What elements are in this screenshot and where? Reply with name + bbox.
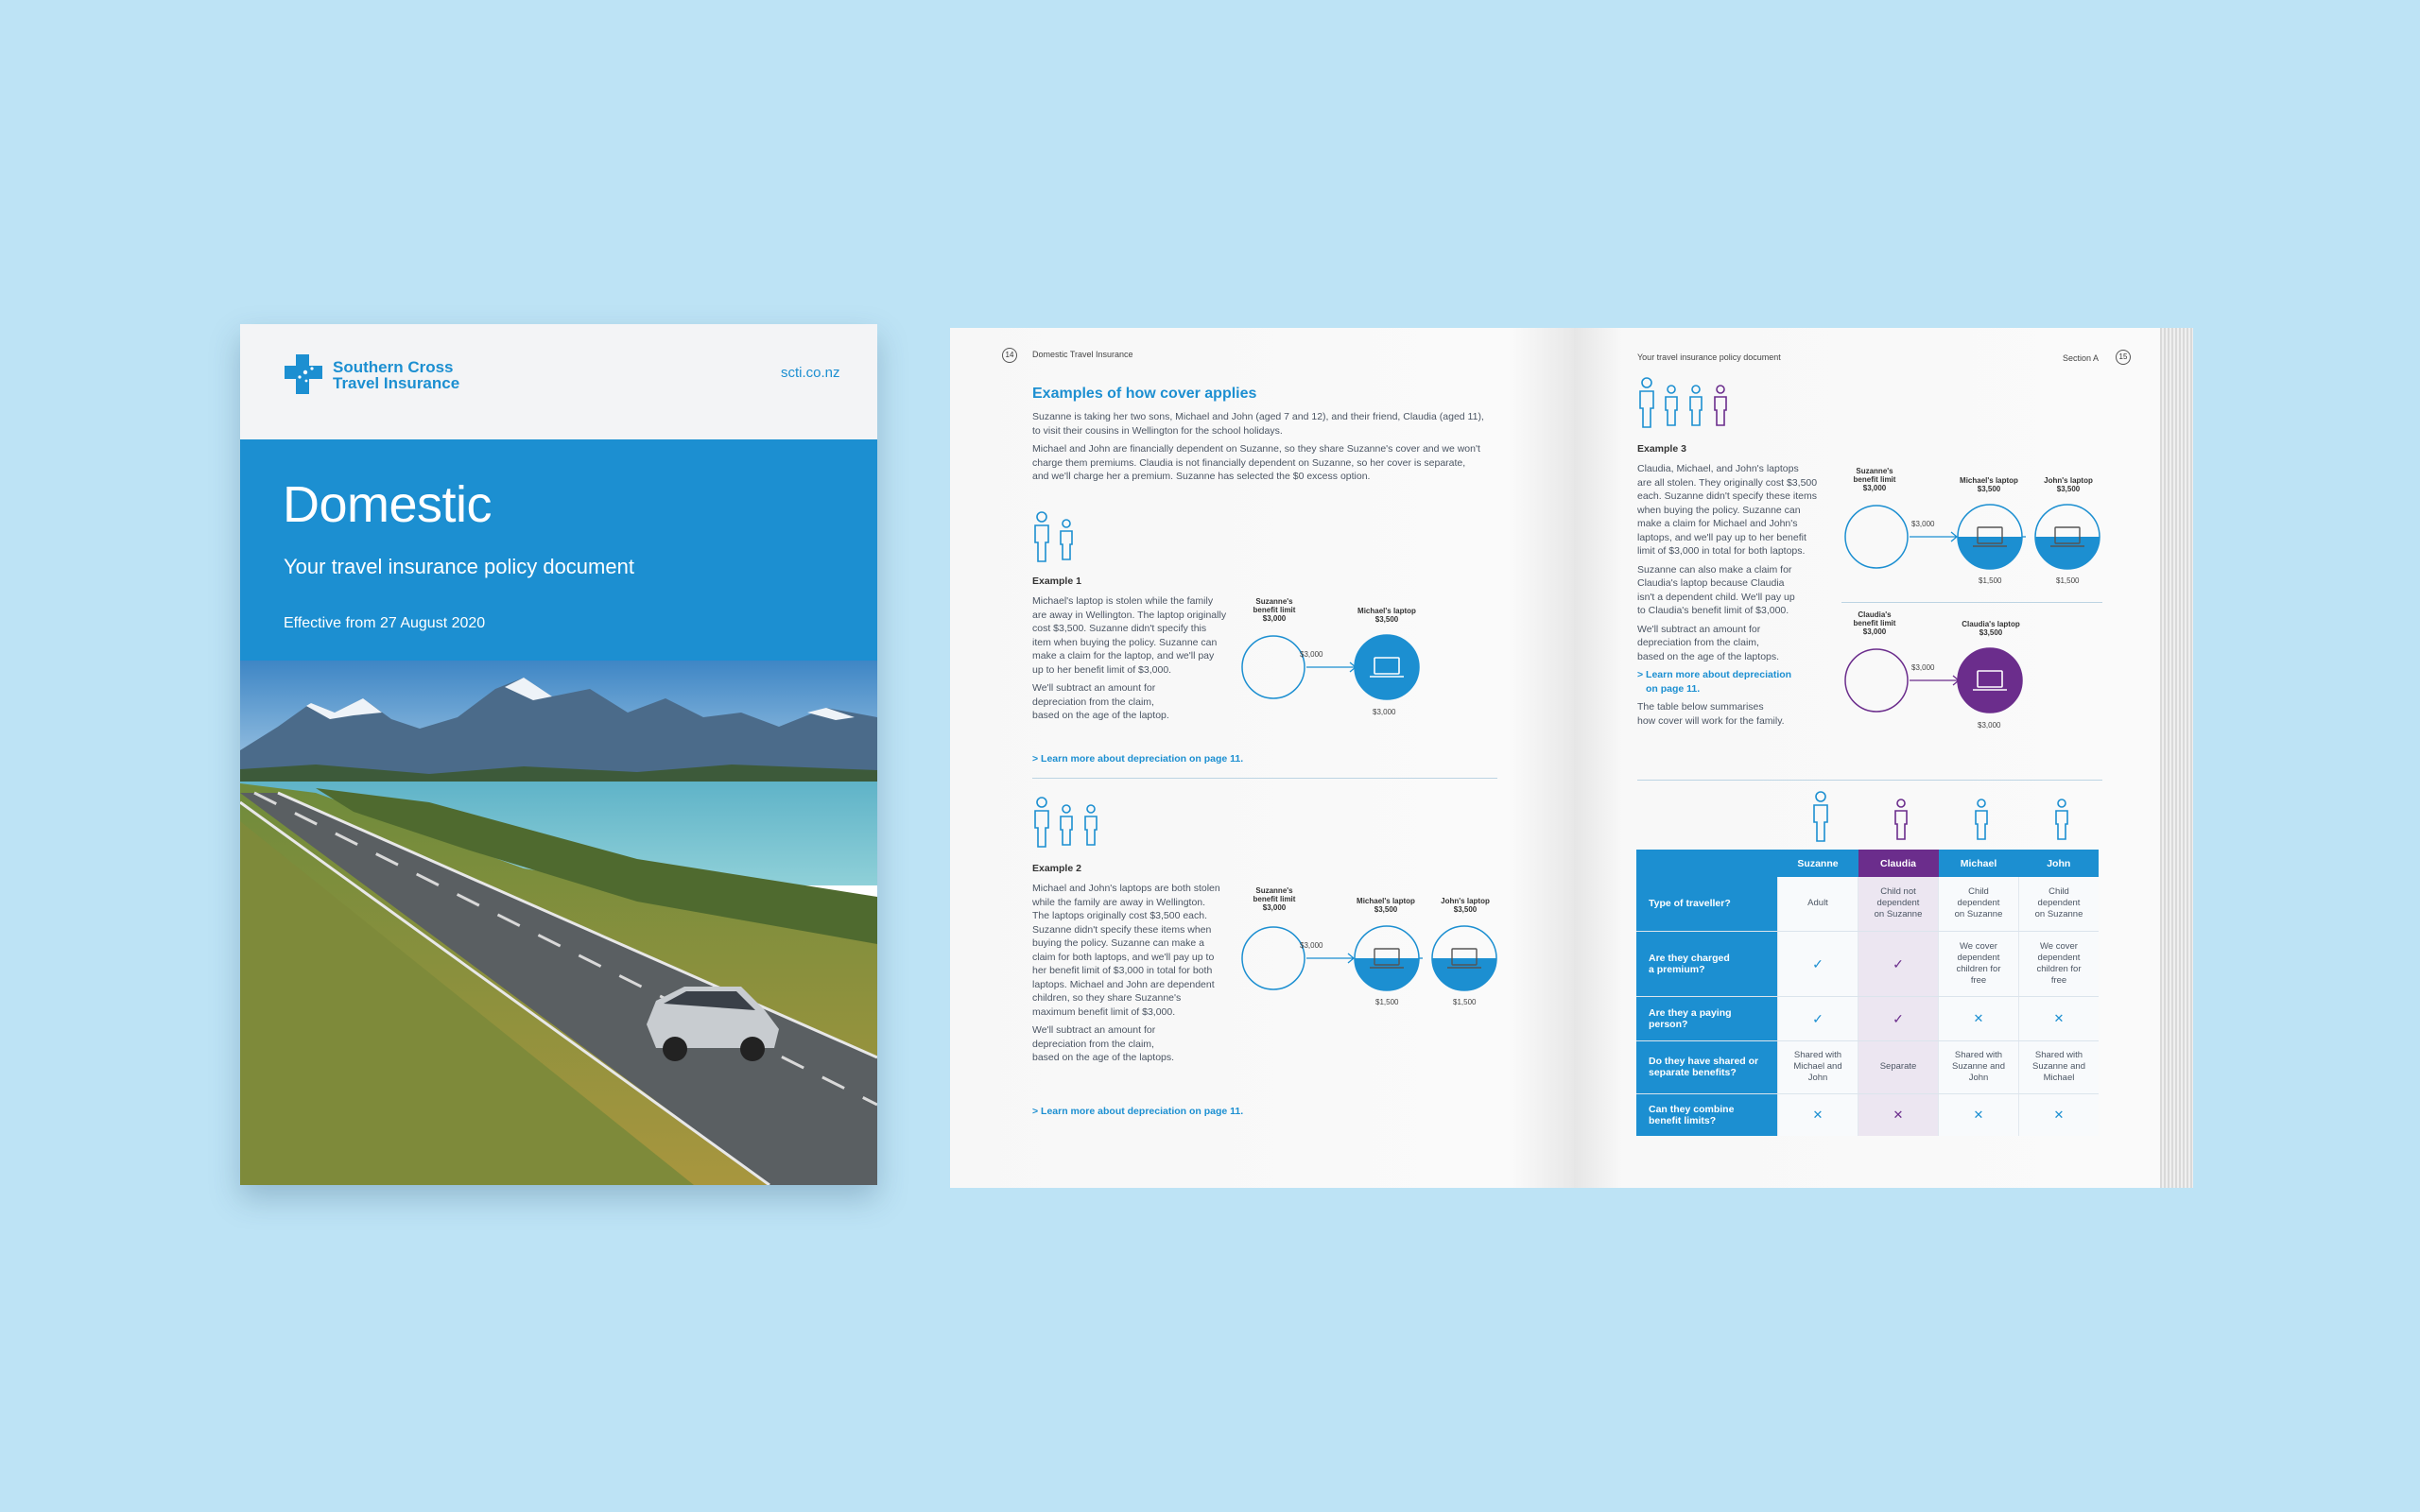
- label-line: Michael's laptop: [1960, 476, 2018, 485]
- section-label: Section A: [2063, 353, 2100, 363]
- laptop-label: [2032, 476, 2104, 493]
- label-line: Claudia's: [1858, 610, 1892, 619]
- cover-title: Domestic: [283, 476, 493, 533]
- label-line: $3,000: [1862, 484, 1887, 492]
- check-icon: [1778, 996, 1858, 1040]
- body-line: each. Suzanne didn't specify these items: [1637, 490, 1817, 502]
- paid-value: $3,000: [1373, 708, 1396, 716]
- row-header: [1636, 931, 1778, 996]
- benefit-limit-label: [1238, 886, 1310, 912]
- body-line: isn't a dependent child. We'll pay up: [1637, 591, 1795, 603]
- michael-person-icon: [1976, 799, 1987, 839]
- benefit-limit-label: [1238, 597, 1310, 623]
- row-header: [1636, 1040, 1778, 1093]
- body-line: children, so they share Suzanne's: [1032, 992, 1182, 1004]
- body-line: how cover will work for the family.: [1637, 714, 1785, 727]
- label-line: Michael's laptop: [1357, 897, 1415, 905]
- cover-effective-date: Effective from 27 August 2020: [284, 615, 486, 631]
- logo-line-2: Travel Insurance: [333, 374, 460, 392]
- label-line: $3,000: [1262, 903, 1287, 912]
- row-header-line: Are they charged: [1649, 952, 1730, 964]
- cell-line: dependent: [2037, 952, 2081, 963]
- label-line: Suzanne's: [1856, 467, 1893, 475]
- table-cell: [1939, 931, 2019, 996]
- table-cell: [1778, 877, 1858, 931]
- page-edges: [2160, 328, 2193, 1188]
- learn-more-depreciation-link-page[interactable]: on page 11.: [1646, 682, 1701, 695]
- body-line: maximum benefit limit of $3,000.: [1032, 1005, 1176, 1018]
- arrow: [1910, 676, 1959, 685]
- section-heading: Examples of how cover applies: [1032, 386, 1257, 402]
- example-1-title: Example 1: [1032, 576, 1081, 587]
- body-line: limit of $3,000 in total for both laptops.: [1637, 545, 1806, 557]
- label-line: John's laptop: [2044, 476, 2093, 485]
- cell-line: children for: [1956, 963, 2001, 974]
- cell-line: ✕: [1812, 1107, 1824, 1122]
- label-line: benefit limit: [1253, 895, 1296, 903]
- body-line: laptops, and we'll pay up to her benefit: [1637, 531, 1806, 543]
- body-line: Michael and John's laptops are both stolen: [1032, 883, 1220, 894]
- logo-line-1: Southern Cross: [333, 358, 454, 376]
- cell-line: on Suzanne: [1954, 909, 2003, 920]
- intro-line: to visit their cousins in Wellington for the school holidays.: [1032, 424, 1283, 437]
- laptop-label: [1347, 607, 1426, 624]
- example-3-diagram-b: [1841, 643, 2031, 714]
- body-line: depreciation from the claim,: [1032, 696, 1154, 708]
- cover-photo-road-lake: [240, 661, 877, 1185]
- label-line: benefit limit: [1853, 619, 1896, 627]
- body-line: cost $3,500. Suzanne didn't specify this: [1032, 623, 1207, 634]
- cell-line: on Suzanne: [1874, 909, 1923, 920]
- table-cell: [1858, 1040, 1939, 1093]
- label-line: $3,500: [1453, 905, 1478, 914]
- cell-line: free: [2050, 974, 2067, 986]
- body-line: We'll subtract an amount for: [1637, 623, 1761, 635]
- arrow-value: $3,000: [1911, 663, 1935, 672]
- cell-line: Shared with: [1793, 1050, 1842, 1060]
- label-line: $3,500: [1979, 628, 2003, 637]
- intro-line: charge them premiums. Claudia is not financially dependent on Suzanne, so her cover is separate,: [1032, 456, 1466, 469]
- cell-line: children for: [2036, 963, 2082, 974]
- half-filled-laptop-circle: [2035, 505, 2100, 569]
- cell-line: dependent: [1957, 952, 2000, 963]
- row-header-line: person?: [1649, 1018, 1688, 1030]
- body-line: based on the age of the laptops.: [1032, 1052, 1175, 1063]
- benefit-limit-circle: [1242, 636, 1305, 698]
- divider: [1841, 602, 2102, 603]
- table-row: [1636, 996, 2099, 1040]
- cross-icon: [1778, 1093, 1858, 1136]
- example-3-body: [1637, 462, 1826, 728]
- cell-line: Suzanne and: [1952, 1061, 2005, 1072]
- cell-line: dependent: [1876, 898, 1920, 909]
- paid-value: $1,500: [1979, 576, 2002, 585]
- cell-line: ✕: [1893, 1107, 1904, 1122]
- body-line: Claudia, Michael, and John's laptops: [1637, 463, 1799, 474]
- cell-line: free: [1970, 974, 1987, 986]
- cell-line: ✓: [1812, 1010, 1824, 1026]
- row-header-line: Are they a paying: [1649, 1006, 1732, 1019]
- example-1-diagram: [1238, 629, 1427, 701]
- table-row: [1636, 931, 2099, 996]
- claudia-person-icon: [1895, 799, 1907, 839]
- label-line: benefit limit: [1253, 606, 1296, 614]
- body-line: based on the age of the laptop.: [1032, 710, 1169, 721]
- cell-line: ✕: [2053, 1107, 2065, 1122]
- body-line: The table below summarises: [1637, 701, 1764, 713]
- cover-summary-table: [1636, 850, 2099, 1136]
- laptop-circle: [1958, 648, 2022, 713]
- arrow-value: $3,000: [1300, 650, 1323, 659]
- body-line: depreciation from the claim,: [1032, 1038, 1154, 1050]
- cell-line: ✕: [1973, 1010, 1984, 1025]
- example-3-title: Example 3: [1637, 443, 1686, 455]
- benefit-limit-circle: [1845, 649, 1908, 712]
- cell-line: John: [1968, 1073, 1989, 1083]
- label-line: $3,000: [1262, 614, 1287, 623]
- page-number-left: 14: [1002, 348, 1017, 363]
- body-line: Michael's laptop is stolen while the family: [1032, 595, 1214, 607]
- cell-line: We cover: [2040, 940, 2078, 952]
- cell-line: Child: [1968, 886, 1989, 898]
- arrow-value: $3,000: [1911, 520, 1935, 528]
- arrow: [1306, 954, 1354, 963]
- page-number-right: 15: [2116, 350, 2131, 365]
- row-header: [1636, 1093, 1778, 1136]
- cell-line: dependent: [2037, 898, 2081, 909]
- paid-value: $1,500: [2056, 576, 2080, 585]
- cell-line: Shared with: [1954, 1050, 2003, 1060]
- southern-cross-logo-icon: [283, 352, 326, 396]
- body-line: The laptops originally cost $3,500 each.: [1032, 910, 1208, 921]
- table-cell: [2019, 1040, 2100, 1093]
- half-filled-laptop-circle: [1355, 926, 1419, 990]
- row-header-line: Do they have shared or: [1649, 1056, 1759, 1067]
- cell-line: Child not: [1880, 886, 1916, 898]
- learn-more-depreciation-link[interactable]: > Learn more about depreciation: [1637, 669, 1792, 680]
- row-header-line: Type of traveller?: [1649, 898, 1731, 910]
- body-line: up to her benefit limit of $3,000.: [1032, 663, 1172, 676]
- table-corner-cell: [1636, 850, 1778, 877]
- example-1-body: [1032, 594, 1231, 723]
- family-three-people-icon: [1030, 796, 1102, 852]
- arrow: [1910, 532, 1957, 541]
- cell-line: on Suzanne: [2034, 909, 2083, 920]
- label-line: Claudia's laptop: [1962, 620, 2020, 628]
- cell-line: ✓: [1893, 955, 1904, 971]
- row-header-line: Can they combine: [1649, 1103, 1735, 1115]
- table-cell: [1939, 1040, 2019, 1093]
- check-icon: [1858, 996, 1939, 1040]
- label-line: Michael's laptop: [1357, 607, 1416, 615]
- table-cell: [2019, 877, 2100, 931]
- laptop-label: [1346, 897, 1426, 914]
- cell-line: ✓: [1812, 955, 1824, 971]
- benefit-limit-circle: [1242, 927, 1305, 989]
- intro-line: Michael and John are financially dependent on Suzanne, so they share Suzanne's cover and we won't: [1032, 443, 1480, 455]
- table-row: [1636, 1093, 2099, 1136]
- divider: [1637, 780, 2102, 781]
- row-header-line: benefit limits?: [1649, 1114, 1717, 1126]
- body-line: her benefit limit of $3,000 in total for both: [1032, 965, 1213, 976]
- benefit-limit-circle: [1845, 506, 1908, 568]
- laptop-label: [1429, 897, 1501, 914]
- body-line: item when buying the policy. Suzanne can: [1032, 636, 1218, 648]
- cell-line: Suzanne and: [2032, 1061, 2085, 1072]
- left-page-header: Domestic Travel Insurance: [1032, 350, 1133, 359]
- john-person-icon: [2056, 799, 2067, 839]
- cross-icon: [1939, 996, 2019, 1040]
- intro-paragraph: [1032, 410, 1524, 484]
- label-line: $3,500: [1374, 615, 1399, 624]
- cover-title-band: [240, 439, 877, 661]
- example-3-diagram-a: [1841, 499, 2106, 571]
- label-line: benefit limit: [1853, 475, 1896, 484]
- logo-wordmark: [333, 359, 459, 391]
- body-line: while the family are away in Wellington.: [1032, 896, 1206, 908]
- cross-icon: [1858, 1093, 1939, 1136]
- cell-line: Shared with: [2034, 1050, 2083, 1060]
- cell-line: Michael: [2043, 1073, 2075, 1083]
- row-header: [1636, 996, 1778, 1040]
- check-icon: [1778, 931, 1858, 996]
- table-cell: [1778, 1040, 1858, 1093]
- laptop-label: [1949, 476, 2029, 493]
- family-four-people-icon: [1635, 376, 1736, 431]
- body-line: laptops. Michael and John are dependent: [1032, 978, 1215, 990]
- body-line: We'll subtract an amount for: [1032, 1024, 1156, 1036]
- cell-line: ✓: [1893, 1010, 1904, 1026]
- cell-line: Adult: [1807, 898, 1828, 909]
- table-cell: [1939, 877, 2019, 931]
- row-header-line: separate benefits?: [1649, 1067, 1737, 1078]
- half-filled-laptop-circle: [1958, 505, 2022, 569]
- example-2-body: [1032, 882, 1233, 1065]
- body-line: buying the policy. Suzanne can make a: [1032, 937, 1204, 949]
- benefit-limit-label: [1841, 610, 1908, 636]
- body-line: make a claim for Michael and John's: [1637, 518, 1798, 529]
- body-line: Suzanne didn't specify these items when: [1032, 923, 1212, 936]
- laptop-label: [1951, 620, 2031, 637]
- body-line: are all stolen. They originally cost $3,500: [1637, 476, 1818, 489]
- column-header: Claudia: [1858, 850, 1939, 877]
- label-line: $3,500: [1374, 905, 1398, 914]
- cover-url: scti.co.nz: [781, 365, 840, 381]
- column-header: John: [2019, 850, 2100, 877]
- family-two-people-icon: [1030, 510, 1078, 563]
- example-2-diagram: [1238, 920, 1503, 992]
- column-header: Michael: [1939, 850, 2019, 877]
- body-line: are away in Wellington. The laptop originally: [1032, 609, 1227, 621]
- body-line: based on the age of the laptops.: [1637, 650, 1780, 662]
- body-line: make a claim for the laptop, and we'll pay: [1032, 650, 1215, 662]
- paid-value: $1,500: [1453, 998, 1477, 1006]
- cell-line: John: [1807, 1073, 1828, 1083]
- cell-line: Child: [2048, 886, 2069, 898]
- body-line: Claudia's laptop because Claudia: [1637, 577, 1785, 589]
- cell-line: Separate: [1879, 1061, 1917, 1072]
- cover-header: [240, 324, 877, 439]
- cell-line: ✕: [2053, 1010, 2065, 1025]
- right-page-header: Your travel insurance policy document: [1637, 352, 1781, 362]
- paid-value: $3,000: [1978, 721, 2001, 730]
- row-header-line: a premium?: [1649, 963, 1705, 975]
- label-line: John's laptop: [1441, 897, 1490, 905]
- table-header-row: [1636, 850, 2099, 877]
- label-line: $3,500: [2056, 485, 2081, 493]
- cover-subtitle: Your travel insurance policy document: [284, 555, 634, 578]
- example-2-title: Example 2: [1032, 863, 1081, 874]
- cross-icon: [1939, 1093, 2019, 1136]
- divider: [1032, 778, 1497, 779]
- table-people-icons: [1801, 790, 2103, 845]
- label-line: Suzanne's: [1255, 886, 1293, 895]
- cover-brochure: [240, 324, 877, 1185]
- label-line: $3,000: [1862, 627, 1887, 636]
- arrow: [1306, 662, 1356, 672]
- table-cell: [2019, 931, 2100, 996]
- label-line: $3,500: [1977, 485, 2001, 493]
- body-line: depreciation from the claim,: [1637, 637, 1759, 648]
- learn-more-depreciation-link[interactable]: > Learn more about depreciation on page 11.: [1032, 1106, 1244, 1117]
- row-header: [1636, 877, 1778, 931]
- suzanne-person-icon: [1814, 792, 1827, 841]
- body-line: We'll subtract an amount for: [1032, 682, 1156, 694]
- cell-line: ✕: [1973, 1107, 1984, 1122]
- cell-line: We cover: [1960, 940, 1997, 952]
- benefit-limit-label: [1841, 467, 1908, 492]
- intro-line: and we'll charge her a premium. Suzanne has selected the $0 excess option.: [1032, 471, 1371, 482]
- check-icon: [1858, 931, 1939, 996]
- cell-line: Michael and: [1793, 1061, 1842, 1072]
- body-line: claim for both laptops, and we'll pay up to: [1032, 951, 1215, 963]
- paid-value: $1,500: [1375, 998, 1399, 1006]
- label-line: Suzanne's: [1255, 597, 1293, 606]
- cell-line: dependent: [1957, 898, 2000, 909]
- body-line: when buying the policy. Suzanne can: [1637, 504, 1801, 516]
- laptop-circle: [1355, 635, 1419, 699]
- arrow-value: $3,000: [1300, 941, 1323, 950]
- table-row: [1636, 877, 2099, 931]
- column-header: Suzanne: [1778, 850, 1858, 877]
- body-line: to Claudia's benefit limit of $3,000.: [1637, 605, 1789, 616]
- body-line: Suzanne can also make a claim for: [1637, 563, 1792, 576]
- cross-icon: [2019, 1093, 2100, 1136]
- learn-more-depreciation-link[interactable]: > Learn more about depreciation on page 11.: [1032, 753, 1244, 765]
- intro-line: Suzanne is taking her two sons, Michael and John (aged 7 and 12), and their friend, Claudia (aged 11),: [1032, 411, 1484, 422]
- cross-icon: [2019, 996, 2100, 1040]
- table-row: [1636, 1040, 2099, 1093]
- table-cell: [1858, 877, 1939, 931]
- half-filled-laptop-circle: [1432, 926, 1496, 990]
